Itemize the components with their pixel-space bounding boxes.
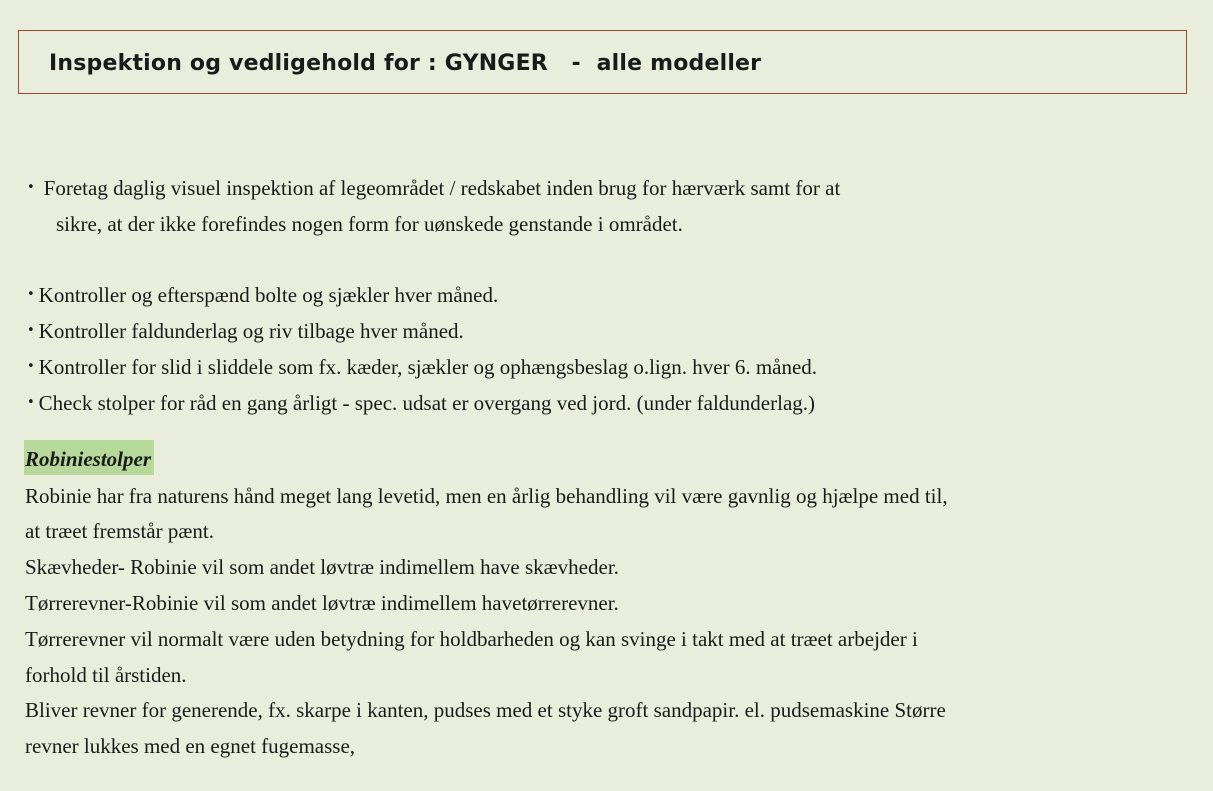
bullet-icon: • — [27, 395, 35, 410]
paragraph-line: at træet fremstår pænt. — [25, 519, 214, 543]
bullet-item-wear-parts — [27, 357, 817, 378]
section-heading: Robiniestolper — [24, 440, 154, 475]
bullet-text: Foretag daglig visuel inspektion af legeområdet / redskabet inden brug for hærværk samt for at — [43, 176, 841, 200]
paragraph-line: Tørrerevner-Robinie vil som andet løvtræ indimellem havetørrerevner. — [25, 591, 619, 615]
bullet-item-continuation: sikre, at der ikke forefindes nogen form for uønskede genstande i området. — [56, 212, 683, 236]
bullet-text: Kontroller faldunderlag og riv tilbage hver måned. — [38, 319, 464, 343]
bullet-icon: • — [27, 180, 35, 195]
paragraph-line: Bliver revner for generende, fx. skarpe i kanten, pudses med et styke groft sandpapir. el. pudsemaskine Større — [25, 698, 946, 722]
page-title: Inspektion og vedligehold for : GYNGER - alle modeller — [49, 51, 762, 76]
paragraph-line: Skævheder- Robinie vil som andet løvtræ indimellem have skævheder. — [25, 555, 619, 579]
paragraph-line: Robinie har fra naturens hånd meget lang levetid, men en årlig behandling vil være gavnlig og hjælpe med til, — [25, 484, 948, 508]
bullet-text: Check stolper for råd en gang årligt - spec. udsat er overgang ved jord. (under faldunderlag.) — [38, 391, 816, 415]
title-box — [18, 30, 1187, 94]
bullet-item-surface — [27, 321, 464, 342]
bullet-text: Kontroller og efterspænd bolte og sjækler hver måned. — [38, 283, 499, 307]
bullet-icon: • — [27, 287, 35, 302]
paragraph-line: Tørrerevner vil normalt være uden betydning for holdbarheden og kan svinge i takt med at træet arbejder i — [25, 627, 918, 651]
paragraph-line: revner lukkes med en egnet fugemasse, — [25, 734, 356, 758]
bullet-text: Kontroller for slid i sliddele som fx. kæder, sjækler og ophængsbeslag o.lign. hver 6. måned. — [38, 355, 818, 379]
paragraph-line: forhold til årstiden. — [25, 663, 187, 687]
bullet-item-bolts — [27, 285, 498, 306]
bullet-icon: • — [27, 359, 35, 374]
bullet-item-daily-inspection — [27, 178, 840, 199]
bullet-icon: • — [27, 323, 35, 338]
bullet-item-posts — [27, 393, 815, 414]
